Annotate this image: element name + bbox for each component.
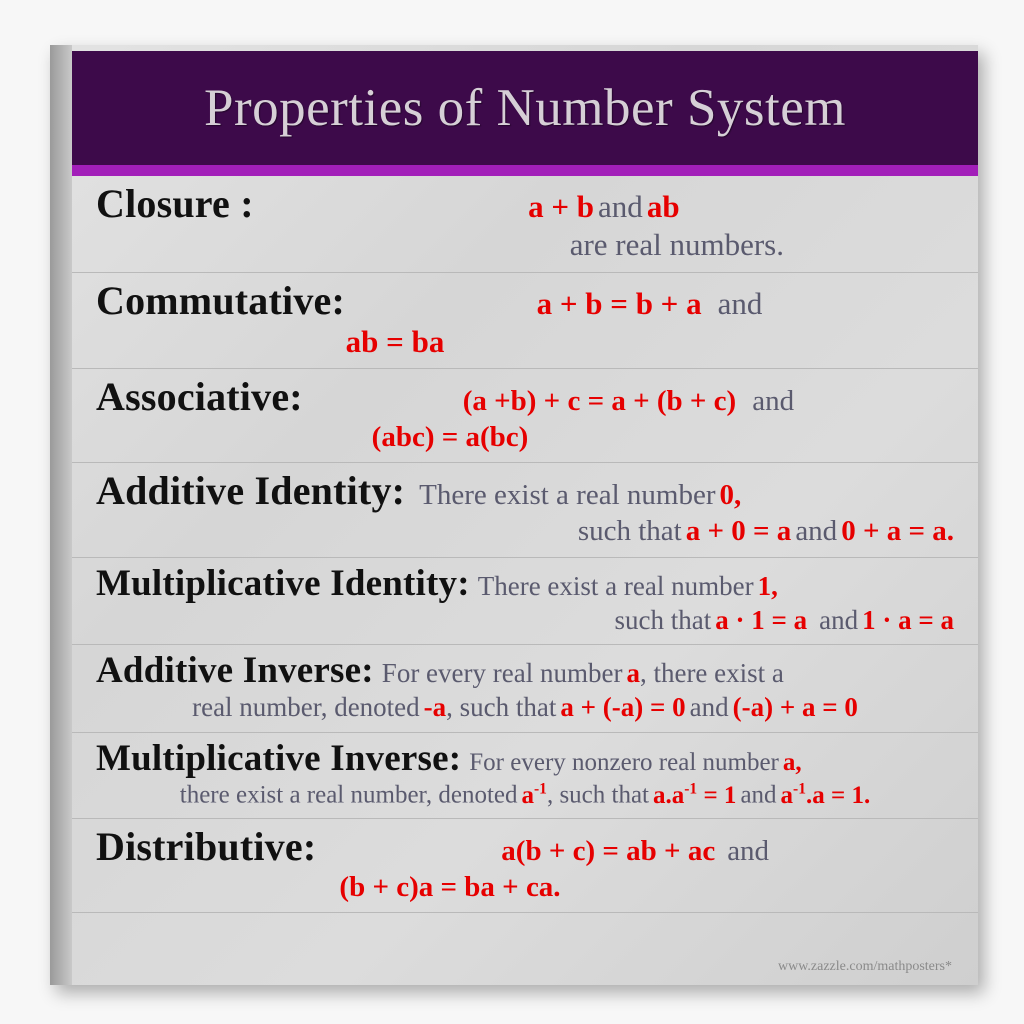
property-expression: 0 + a = a. xyxy=(841,515,954,548)
property-expression: a, xyxy=(782,749,802,777)
property-row-commutative xyxy=(72,273,978,370)
property-expression: 0, xyxy=(719,479,742,512)
poster xyxy=(50,45,978,985)
property-expression: ab xyxy=(646,189,680,224)
exponent: -1 xyxy=(534,780,547,798)
title-accent-rule xyxy=(72,165,978,176)
property-term: Multiplicative Inverse: xyxy=(96,738,462,780)
property-text: , such that xyxy=(446,692,557,723)
property-conjunction: and xyxy=(717,285,763,321)
property-conjunction: and xyxy=(727,835,770,868)
property-expression: $a^{-1}.a = 1$. xyxy=(780,780,871,809)
property-expression: -a xyxy=(423,692,447,723)
property-term: Associative: xyxy=(96,374,303,420)
property-row-multiplicative-identity xyxy=(72,558,978,646)
property-expression: a + 0 = a xyxy=(685,515,792,548)
property-expression: a xyxy=(626,658,640,689)
property-text: , such that xyxy=(546,781,650,809)
property-row-distributive xyxy=(72,819,978,913)
property-expression: 1, xyxy=(757,570,778,601)
property-conjunction: and xyxy=(740,781,777,809)
poster-spine xyxy=(50,45,72,985)
property-row-multiplicative-inverse xyxy=(72,733,978,819)
property-text: For every nonzero real number xyxy=(469,749,779,777)
property-expression: (abc) = a(bc) xyxy=(371,421,529,454)
property-expression: $a^{-1}$ xyxy=(521,780,547,809)
credit-line: www.zazzle.com/mathposters* xyxy=(777,959,952,974)
property-expression: a + b xyxy=(528,189,595,224)
property-text: There exist a real number xyxy=(419,479,716,512)
property-expression: (a +b) + c = a + (b + c) xyxy=(462,385,737,418)
property-expression: (-a) + a = 0 xyxy=(732,692,858,723)
property-text: There exist a real number xyxy=(477,570,754,601)
property-conjunction: and xyxy=(795,515,838,548)
property-expression: $a.a^{-1} = 1$ xyxy=(653,780,737,809)
property-term: Commutative: xyxy=(96,277,346,323)
property-row-additive-identity xyxy=(72,463,978,557)
property-term: Additive Identity: xyxy=(96,468,406,514)
property-row-additive-inverse xyxy=(72,645,978,733)
property-expression: a + b = b + a xyxy=(536,285,702,321)
property-term: Additive Inverse: xyxy=(96,650,374,692)
properties-list xyxy=(72,176,978,913)
property-expression: a(b + c) = ab + ac xyxy=(501,835,716,868)
property-text: , there exist a xyxy=(639,658,784,689)
property-term: Multiplicative Identity: xyxy=(96,562,470,604)
property-expression: (b + c)a = ba + ca. xyxy=(339,871,561,904)
property-text: For every real number xyxy=(381,658,623,689)
property-row-closure xyxy=(72,176,978,273)
property-expression: 1 · a = a xyxy=(862,604,954,635)
exponent: -1 xyxy=(684,780,698,798)
property-text: there exist a real number, denoted xyxy=(179,781,518,809)
property-text: such that xyxy=(577,515,682,548)
property-term: Distributive: xyxy=(96,824,317,870)
property-conjunction: and xyxy=(752,385,795,418)
property-conjunction: and xyxy=(689,692,729,723)
poster-sheet xyxy=(72,45,978,985)
property-conjunction: and xyxy=(598,189,643,224)
title-bar xyxy=(72,51,978,165)
property-conjunction: and xyxy=(819,604,859,635)
exponent: -1 xyxy=(793,780,806,798)
property-row-associative xyxy=(72,369,978,463)
property-text: real number, denoted xyxy=(192,692,420,723)
property-expression: a + (-a) = 0 xyxy=(560,692,686,723)
property-text: are real numbers. xyxy=(569,227,784,262)
page-title: Properties of Number System xyxy=(203,79,847,137)
property-expression: a · 1 = a xyxy=(715,604,808,635)
property-expression: ab = ba xyxy=(345,323,445,359)
property-text: such that xyxy=(614,604,712,635)
property-term: Closure : xyxy=(96,181,254,226)
